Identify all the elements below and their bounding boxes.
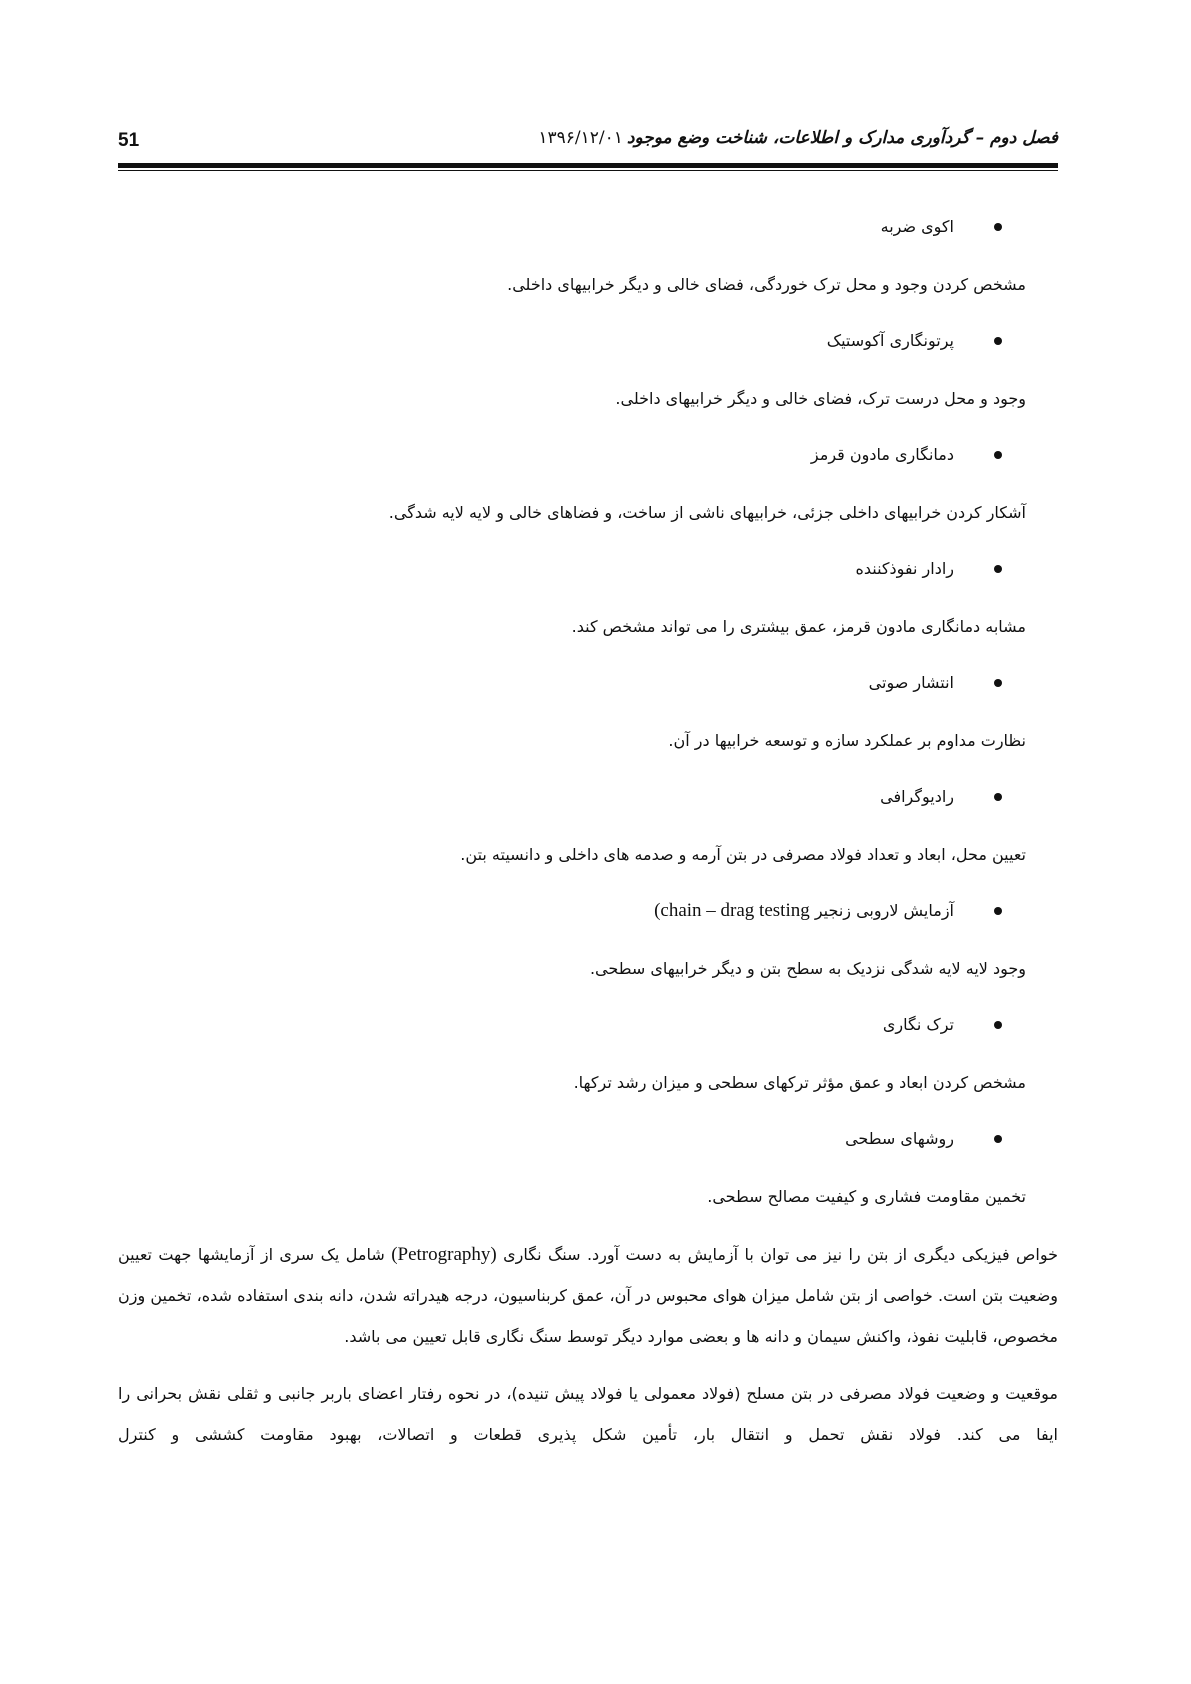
header-rule-thin [118, 170, 1058, 171]
bullet-text: روشهای سطحی [845, 1129, 954, 1148]
bullet-item [118, 328, 1058, 386]
bullet-text: پرتونگاری آکوستیک [826, 331, 954, 350]
bullet-item [118, 670, 1058, 728]
bullet-description: تعیین محل، ابعاد و تعداد فولاد مصرفی در بتن آرمه و صدمه های داخلی و دانسیته بتن. [460, 845, 1026, 864]
bullet-text-latin: (chain – drag testing [654, 900, 810, 921]
bullet-text: اکوی ضربه [880, 217, 954, 236]
bullet-description: تخمین مقاومت فشاری و کیفیت مصالح سطحی. [707, 1187, 1026, 1206]
page-content [118, 214, 1058, 1471]
chapter-title [538, 128, 1058, 148]
paragraph-latin-term: (Petrography) [391, 1244, 497, 1265]
bullet-text: رادیوگرافی [880, 787, 954, 806]
bullet-item [118, 556, 1058, 614]
page-number: 51 [118, 130, 140, 151]
bullet-item [118, 784, 1058, 842]
bullet-dot-icon [994, 793, 1002, 801]
bullet-dot-icon [994, 1021, 1002, 1029]
bullet-dot-icon [994, 223, 1002, 231]
chapter-title-text: فصل دوم – گردآوری مدارک و اطلاعات، شناخت وضع موجود [626, 128, 1058, 148]
bullet-dot-icon [994, 337, 1002, 345]
bullet-item [118, 1012, 1058, 1070]
page-header [118, 128, 1058, 160]
bullet-description: مشابه دمانگاری مادون قرمز، عمق بیشتری را می تواند مشخص کند. [571, 617, 1026, 636]
paragraph-text: شامل یک سری از آزمایشها جهت تعیین وضعیت بتن است. خواصی از بتن شامل میزان هوای محبوس در آن، عمق کربناسیون، درجه هیدراته شدن، دانه بندی استفاده شده، تخمین وزن مخصوص، قابلیت نفوذ، واکنش سیمان و دانه ها و بعضی موارد دیگر توسط سنگ نگاری قابل تعیین می باشد. [118, 1245, 1058, 1346]
bullet-description: مشخص کردن ابعاد و عمق مؤثر ترکهای سطحی و میزان رشد ترکها. [573, 1073, 1026, 1092]
body-paragraph: موقعیت و وضعیت فولاد مصرفی در بتن مسلح (فولاد معمولی یا فولاد پیش تنیده)، در نحوه رفتار اعضای باربر جانبی و ثقلی نقش بحرانی را ایفا می کند. فولاد نقش تحمل و انتقال بار، تأمین شکل پذیری قطعات و اتصالات، بهبود مقاومت کششی و کنترل [118, 1384, 1058, 1444]
header-date: ۱۳۹۶/۱۲/۰۱ [538, 128, 623, 148]
bullet-description: مشخص کردن وجود و محل ترک خوردگی، فضای خالی و دیگر خرابیهای داخلی. [507, 275, 1026, 294]
body-paragraph [118, 1234, 1058, 1357]
bullet-dot-icon [994, 907, 1002, 915]
paragraph-text: خواص فیزیکی دیگری از بتن را نیز می توان با آزمایش به دست آورد. سنگ نگاری [503, 1245, 1058, 1264]
bullet-description: نظارت مداوم بر عملکرد سازه و توسعه خرابیها در آن. [668, 731, 1026, 750]
bullet-text: انتشار صوتی [868, 673, 954, 692]
bullet-text: ترک نگاری [882, 1015, 954, 1034]
header-rule-thick [118, 163, 1058, 168]
bullet-description: وجود لایه لایه شدگی نزدیک به سطح بتن و دیگر خرابیهای سطحی. [589, 959, 1026, 978]
bullet-text: دمانگاری مادون قرمز [810, 445, 954, 464]
bullet-text [654, 898, 954, 924]
bullet-dot-icon [994, 451, 1002, 459]
bullet-text: رادار نفوذکننده [855, 559, 954, 578]
bullet-dot-icon [994, 565, 1002, 573]
bullet-dot-icon [994, 679, 1002, 687]
bullet-item [118, 214, 1058, 272]
bullet-description: آشکار کردن خرابیهای داخلی جزئی، خرابیهای ناشی از ساخت، و فضاهای خالی و لایه لایه شدگی. [388, 503, 1026, 522]
bullet-item [118, 898, 1058, 956]
bullet-dot-icon [994, 1135, 1002, 1143]
bullet-description: وجود و محل درست ترک، فضای خالی و دیگر خرابیهای داخلی. [615, 389, 1026, 408]
bullet-item [118, 1126, 1058, 1184]
bullet-text-fa: آزمایش لاروبی زنجیر [814, 901, 954, 920]
bullet-item [118, 442, 1058, 500]
